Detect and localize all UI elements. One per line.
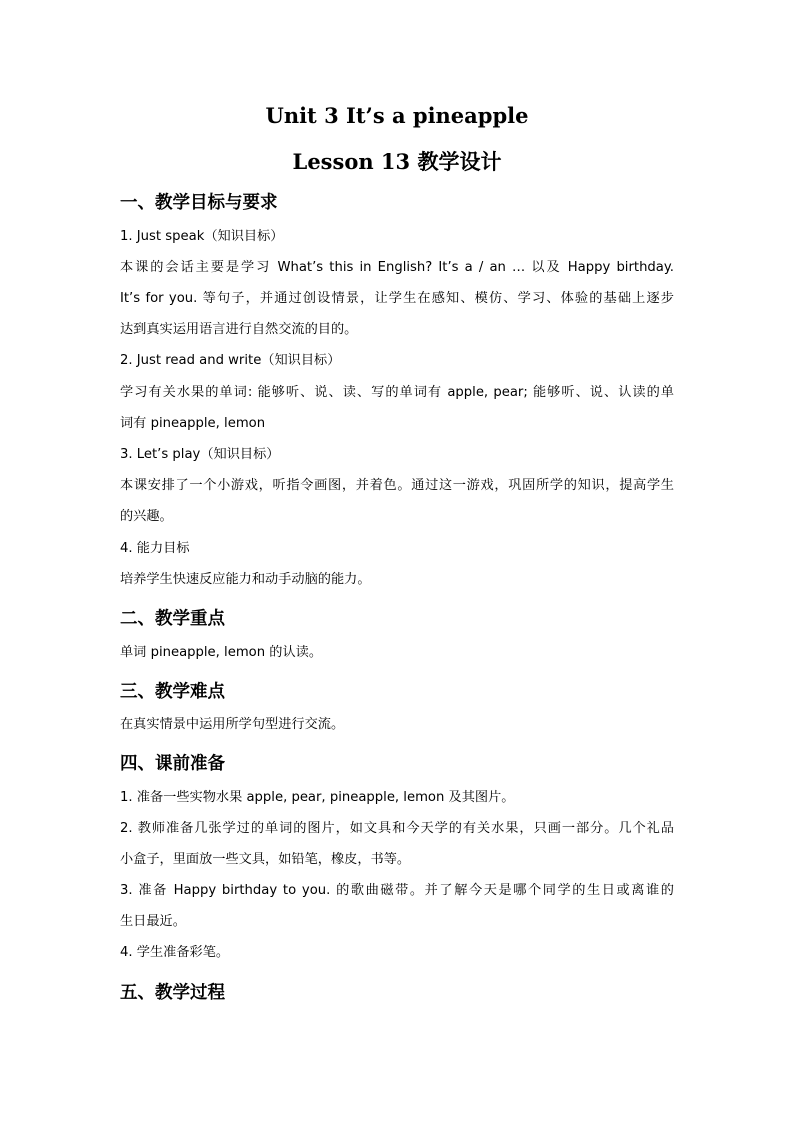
paragraph-line: 在真实情景中运用所学句型进行交流。 (120, 717, 345, 732)
paragraph-line: 3. 准备 Happy birthday to you. 的歌曲磁带。并了解今天是哪个同学的生日或离谁的 (120, 883, 674, 898)
paragraph-line: 词有 pineapple, lemon (120, 416, 266, 431)
paragraph-line: 生日最近。 (120, 914, 186, 929)
paragraph-line: 单词 pineapple, lemon 的认读。 (120, 645, 323, 660)
paragraph-line: 培养学生快速反应能力和动手动脑的能力。 (120, 572, 371, 587)
paragraph-line: 达到真实运用语言进行自然交流的目的。 (120, 322, 358, 337)
section-heading-key-points: 二、教学重点 (120, 609, 225, 629)
section-heading-preparation: 四、课前准备 (120, 754, 225, 774)
item-label-read-write: 2. Just read and write（知识目标） (120, 353, 341, 368)
paragraph-line: 的兴趣。 (120, 509, 173, 524)
section-heading-process: 五、教学过程 (120, 983, 225, 1003)
document-subtitle: Lesson 13 教学设计 (292, 149, 502, 174)
paragraph-line: 本课的会话主要是学习 What’s this in English? It’s a / an … 以及 Happy birthday. (120, 260, 674, 275)
item-label-ability: 4. 能力目标 (120, 541, 190, 556)
paragraph-line: It’s for you. 等句子，并通过创设情景，让学生在感知、模仿、学习、体验的基础上逐步 (120, 291, 674, 306)
item-label-just-speak: 1. Just speak（知识目标） (120, 229, 284, 244)
paragraph-line: 1. 准备一些实物水果 apple, pear, pineapple, lemon 及其图片。 (120, 790, 515, 805)
paragraph-line: 本课安排了一个小游戏，听指令画图，并着色。通过这一游戏，巩固所学的知识，提高学生 (120, 478, 674, 493)
paragraph-line: 4. 学生准备彩笔。 (120, 945, 230, 960)
paragraph-line: 小盒子，里面放一些文具，如铅笔，橡皮，书等。 (120, 852, 411, 867)
section-heading-difficulties: 三、教学难点 (120, 682, 225, 702)
document-title: Unit 3 It’s a pineapple (265, 103, 529, 128)
paragraph-line: 学习有关水果的单词: 能够听、说、读、写的单词有 apple, pear; 能够听、说、认读的单 (120, 385, 674, 400)
item-label-lets-play: 3. Let’s play（知识目标） (120, 447, 280, 462)
paragraph-line: 2. 教师准备几张学过的单词的图片，如文具和今天学的有关水果，只画一部分。几个礼品 (120, 821, 674, 836)
section-heading-objectives: 一、教学目标与要求 (120, 193, 278, 213)
